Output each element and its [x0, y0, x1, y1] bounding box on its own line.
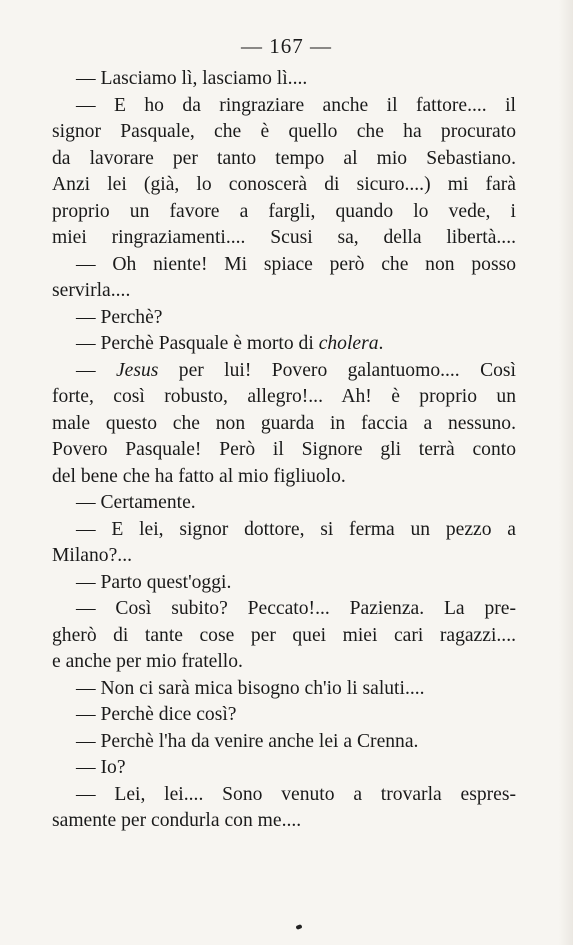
text-segment: e anche per mio fratello. [52, 651, 243, 672]
text-segment: Povero Pasquale! Però il Signore gli terrà conto [52, 439, 516, 460]
text-line [52, 464, 516, 491]
text-segment: — Parto quest'oggi. [76, 571, 232, 593]
text-line [52, 146, 516, 173]
text-segment: miei ringraziamenti.... Scusi sa, della libertà.... [52, 227, 516, 248]
text-segment: — Lasciamo lì, lasciamo lì.... [76, 68, 308, 89]
text-line [52, 782, 516, 809]
text-line [52, 437, 516, 464]
text-segment: Anzi lei (già, lo conoscerà di sicuro....) mi farà [52, 174, 516, 195]
text-segment: da lavorare per tanto tempo al mio Sebastiano. [52, 147, 516, 169]
text-segment: male questo che non guarda in faccia a nessuno. [52, 412, 516, 434]
text-segment: . [378, 333, 384, 354]
italic-word: Jesus [115, 359, 159, 381]
text-segment: — Così subito? Peccato!... Pazienza. La pre- [76, 598, 516, 619]
text-line [52, 755, 516, 782]
text-line [52, 278, 516, 305]
text-segment: — Perchè dice così? [76, 704, 237, 725]
text-line [52, 66, 516, 93]
italic-word: cholera [318, 333, 379, 354]
text-line [52, 119, 516, 146]
text-line [52, 808, 516, 835]
text-line [52, 252, 516, 279]
body-text [52, 66, 516, 835]
text-line [52, 649, 516, 676]
text-line [52, 596, 516, 623]
text-line [52, 543, 516, 570]
text-segment: — Perchè l'ha da venire anche lei a Crenna. [76, 730, 419, 752]
text-line [52, 358, 516, 385]
text-segment: signor Pasquale, che è quello che ha procurato [52, 121, 516, 142]
ink-mark [295, 924, 302, 930]
page-number: — 167 — [241, 34, 332, 58]
text-line [52, 199, 516, 226]
page-edge-shadow [559, 0, 573, 945]
text-segment: proprio un favore a fargli, quando lo vede, i [52, 200, 516, 222]
text-line [52, 517, 516, 544]
text-segment: del bene che ha fatto al mio figliuolo. [52, 465, 346, 487]
text-segment: — Lei, lei.... Sono venuto a trovarla espres- [76, 783, 516, 805]
text-line [52, 490, 516, 517]
text-segment: per lui! Povero galantuomo.... Così [158, 359, 517, 381]
text-segment: Milano?... [52, 545, 132, 566]
text-line [52, 172, 516, 199]
text-segment: gherò di tante cose per quei miei cari ragazzi.... [52, 624, 516, 646]
text-line [52, 331, 516, 358]
text-segment: samente per condurla con me.... [52, 810, 302, 831]
text-line [52, 623, 516, 650]
text-line [52, 305, 516, 332]
text-segment: — Perchè Pasquale è morto di [76, 333, 319, 354]
text-segment: servirla.... [52, 280, 131, 301]
text-segment: — E ho da ringraziare anche il fattore.... il [76, 94, 516, 116]
text-line [52, 384, 516, 411]
text-segment: — Oh niente! Mi spiace però che non posso [76, 253, 516, 275]
text-segment: — Perchè? [76, 306, 163, 328]
text-line [52, 570, 516, 597]
text-segment: forte, così robusto, allegro!... Ah! è proprio un [52, 386, 516, 407]
text-line [52, 702, 516, 729]
text-segment: — E lei, signor dottore, si ferma un pezzo a [76, 518, 516, 540]
text-line [52, 676, 516, 703]
text-line [52, 729, 516, 756]
text-line [52, 93, 516, 120]
text-line [52, 225, 516, 252]
text-segment: — [76, 359, 116, 381]
text-segment: — Io? [76, 757, 126, 778]
text-segment: — Certamente. [76, 492, 196, 513]
text-line [52, 411, 516, 438]
text-segment: — Non ci sarà mica bisogno ch'io li saluti.... [76, 677, 425, 699]
